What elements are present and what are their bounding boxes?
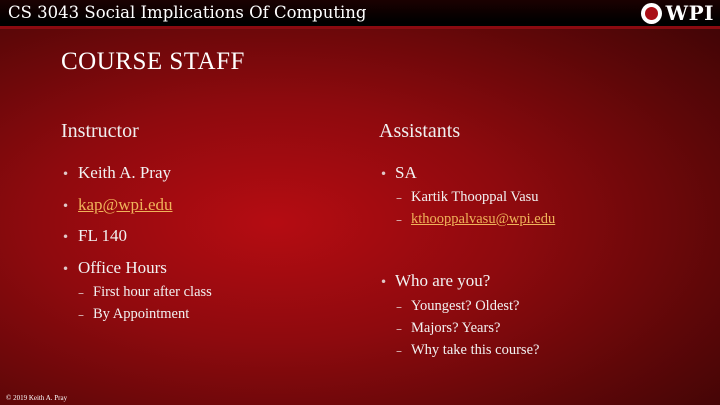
- dash-icon: –: [78, 286, 84, 300]
- course-title: CS 3043 Social Implications Of Computing: [8, 3, 367, 22]
- office-hours-item: First hour after class: [93, 284, 212, 300]
- sa-name: Kartik Thooppal Vasu: [411, 189, 539, 205]
- bullet-icon: •: [62, 199, 70, 213]
- question-item: Youngest? Oldest?: [411, 298, 520, 314]
- question-item: Majors? Years?: [411, 320, 501, 336]
- bullet-icon: •: [62, 262, 70, 276]
- dash-icon: –: [396, 300, 402, 314]
- office-hours-label: Office Hours: [78, 258, 167, 277]
- bullet-icon: •: [380, 167, 388, 181]
- logo-text: WPI: [665, 1, 714, 25]
- sa-label: SA: [395, 163, 417, 182]
- dash-icon: –: [396, 344, 402, 358]
- instructor-name: Keith A. Pray: [78, 163, 172, 182]
- slide-title: COURSE STAFF: [61, 48, 245, 75]
- footer-copyright: © 2019 Keith A. Pray: [6, 394, 68, 402]
- bullet-icon: •: [380, 275, 388, 289]
- bullet-icon: •: [62, 167, 70, 181]
- question-label: Who are you?: [395, 271, 491, 290]
- instructor-office: FL 140: [78, 226, 127, 245]
- bullet-icon: •: [62, 230, 70, 244]
- instructor-email-link[interactable]: kap@wpi.edu: [78, 195, 173, 214]
- office-hours-item: By Appointment: [93, 306, 190, 322]
- sa-email-link[interactable]: kthooppalvasu@wpi.edu: [411, 211, 556, 227]
- wpi-logo: [641, 2, 714, 24]
- dash-icon: –: [78, 308, 84, 322]
- dash-icon: –: [396, 213, 402, 227]
- assistants-heading: Assistants: [379, 120, 461, 142]
- question-item: Why take this course?: [411, 342, 540, 358]
- dash-icon: –: [396, 191, 402, 205]
- instructor-heading: Instructor: [61, 120, 139, 142]
- dash-icon: –: [396, 322, 402, 336]
- wpi-seal-icon: [641, 3, 662, 24]
- header-bar: [0, 0, 720, 29]
